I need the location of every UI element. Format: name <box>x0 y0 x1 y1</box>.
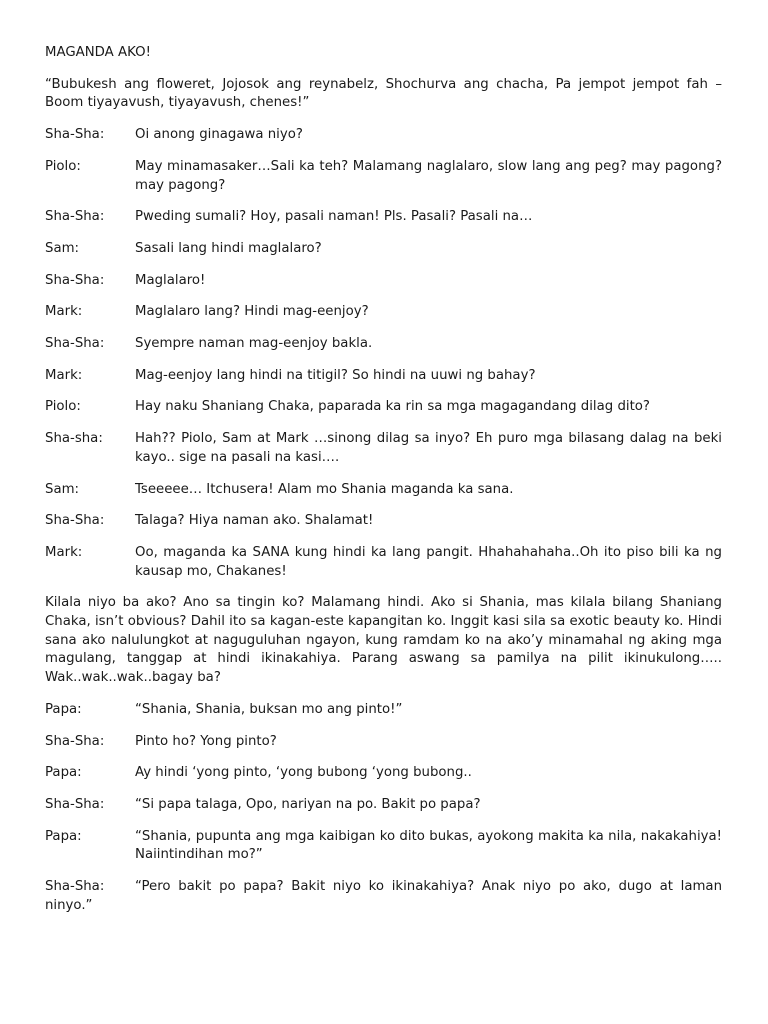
speech-text: Tseeeee… Itchusera! Alam mo Shania maganda ka sana. <box>135 481 514 497</box>
speech-text: Syempre naman mag-eenjoy bakla. <box>135 336 373 352</box>
speech-text: Ay hindi ‘yong pinto, ‘yong bubong ‘yong bubong.. <box>135 765 472 781</box>
speech-text: Maglalaro! <box>135 272 206 288</box>
speaker-name: Sha-Sha: <box>45 879 105 895</box>
speech-text: Oi anong ginagawa niyo? <box>135 127 303 143</box>
speaker-name: Mark: <box>45 367 83 383</box>
document-page <box>45 44 722 929</box>
dialogue-line <box>45 398 722 417</box>
speaker-name: Sha-Sha: <box>45 127 105 143</box>
speech-text: “Pero bakit po papa? Bakit niyo ko ikinakahiya? Anak niyo po ako, dugo at laman ninyo.” <box>45 879 722 913</box>
speaker-name: Sam: <box>45 481 80 497</box>
speaker-name: Sha-Sha: <box>45 336 105 352</box>
speech-text: May minamasaker…Sali ka teh? Malamang naglalaro, slow lang ang peg? may pagong? may pagong? <box>135 158 722 193</box>
speech-text: Hay naku Shaniang Chaka, paparada ka rin sa mga magagandang dilag dito? <box>135 399 650 415</box>
dialogue-line <box>45 796 722 815</box>
dialogue-line <box>45 126 722 145</box>
dialogue-line-hanging <box>45 878 722 915</box>
dialogue-line <box>45 208 722 227</box>
speaker-name: Sha-Sha: <box>45 272 105 288</box>
speaker-name: Mark: <box>45 544 83 560</box>
speech-text: Mag-eenjoy lang hindi na titigil? So hindi na uuwi ng bahay? <box>135 367 536 383</box>
page-title: MAGANDA AKO! <box>45 45 151 60</box>
intro-chant: “Bubukesh ang floweret, Jojosok ang reynabelz, Shochurva ang chacha, Pa jempot jempot fah – Boom tiyayavush, tiyayavush, chenes!” <box>45 76 722 111</box>
dialogue-line <box>45 430 722 467</box>
speech-text: “Si papa talaga, Opo, nariyan na po. Bakit po papa? <box>135 796 481 812</box>
dialogue-line <box>45 764 722 783</box>
speaker-name: Papa: <box>45 828 82 844</box>
speaker-name: Sha-Sha: <box>45 796 105 812</box>
dialogue-line <box>45 828 722 865</box>
speaker-name: Sha-Sha: <box>45 513 105 529</box>
speech-text: “Shania, Shania, buksan mo ang pinto!” <box>135 701 403 717</box>
speech-text: “Shania, pupunta ang mga kaibigan ko dito bukas, ayokong makita ka nila, nakakahiya! Naiintindihan mo?” <box>135 828 722 863</box>
speech-text: Sasali lang hindi maglalaro? <box>135 240 322 256</box>
speech-text: Pinto ho? Yong pinto? <box>135 733 277 749</box>
speaker-name: Sam: <box>45 240 80 256</box>
speech-text: Hah?? Piolo, Sam at Mark …sinong dilag sa inyo? Eh puro mga bilasang dalag na beki kayo.. sige na pasali na kasi…. <box>135 431 722 465</box>
speaker-name: Sha-Sha: <box>45 733 105 749</box>
dialogue-block-1 <box>45 126 722 581</box>
speaker-name: Piolo: <box>45 399 81 415</box>
dialogue-line <box>45 272 722 291</box>
speech-text: Maglalaro lang? Hindi mag-eenjoy? <box>135 304 369 320</box>
dialogue-line <box>45 335 722 354</box>
dialogue-line <box>45 544 722 581</box>
speech-text: Talaga? Hiya naman ako. Shalamat! <box>135 513 374 529</box>
narration-paragraph: Kilala niyo ba ako? Ano sa tingin ko? Malamang hindi. Ako si Shania, mas kilala bilang Shaniang Chaka, isn’t obvious? Dahil ito sa kagan-este kapangitan ko. Inggit kasi sila sa exotic beauty ko. Hindi sana ako nalulungkot at naguguluhan ngayon, kung ramdam ko na ako’y minamahal ng aking mga magulang, tanggap at hindi ikinakahiya. Parang aswang sa pamilya na pilit ikinukulong….. Wak..wak..wak..bagay ba? <box>45 595 722 686</box>
dialogue-line <box>45 367 722 386</box>
dialogue-line <box>45 303 722 322</box>
dialogue-block-2 <box>45 701 722 916</box>
dialogue-line <box>45 733 722 752</box>
dialogue-line <box>45 701 722 720</box>
speaker-name: Piolo: <box>45 158 81 174</box>
speaker-name: Papa: <box>45 765 82 781</box>
speech-text: Oo, maganda ka SANA kung hindi ka lang pangit. Hhahahahaha..Oh ito piso bili ka ng kausap mo, Chakanes! <box>135 544 722 579</box>
dialogue-line <box>45 481 722 500</box>
speaker-name: Sha-sha: <box>45 431 103 447</box>
dialogue-line <box>45 240 722 259</box>
speech-text: Pweding sumali? Hoy, pasali naman! Pls. Pasali? Pasali na… <box>135 209 533 225</box>
speaker-name: Mark: <box>45 304 83 320</box>
speaker-name: Papa: <box>45 701 82 717</box>
speaker-name: Sha-Sha: <box>45 209 105 225</box>
dialogue-line <box>45 158 722 195</box>
dialogue-line <box>45 512 722 531</box>
